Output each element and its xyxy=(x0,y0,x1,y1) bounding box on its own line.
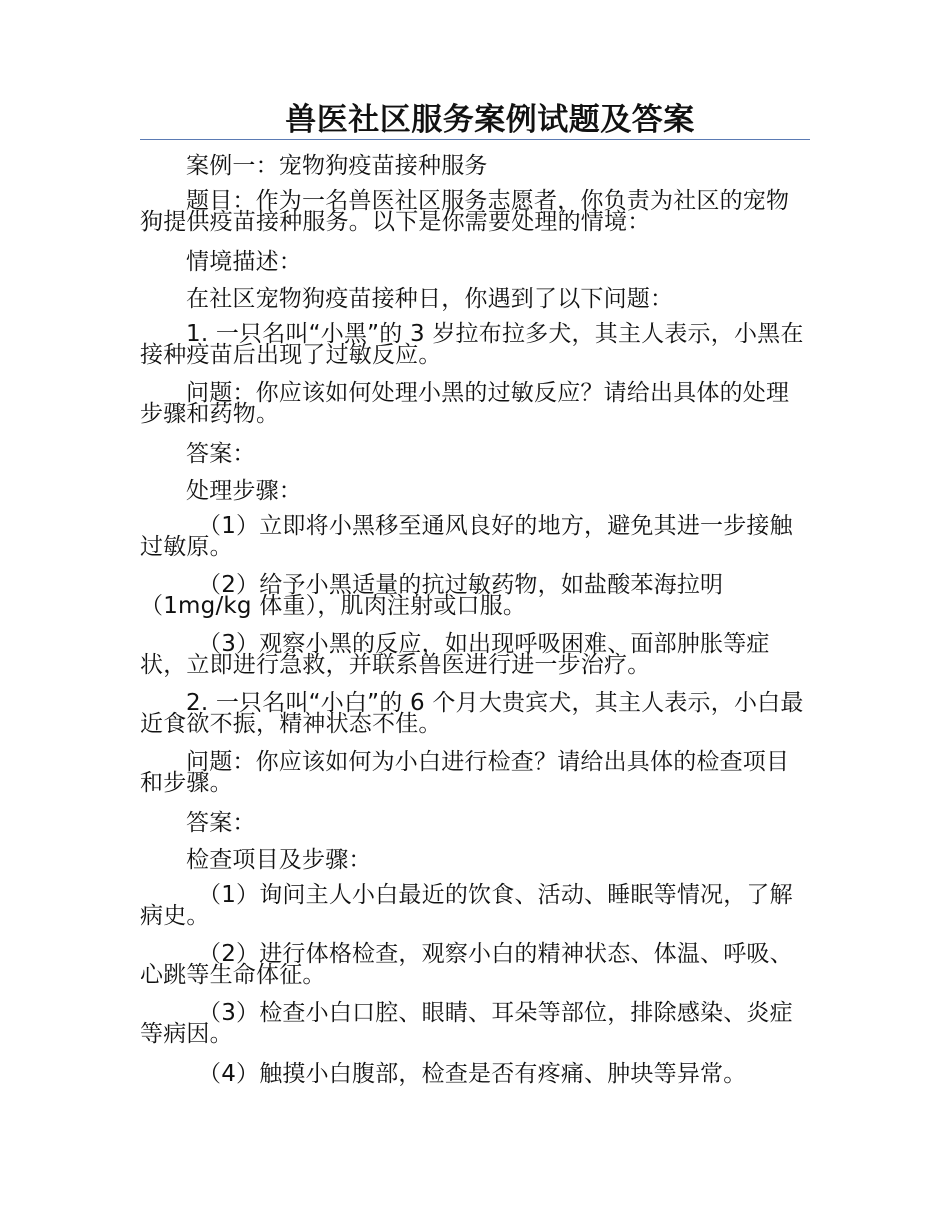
document-body xyxy=(140,154,810,1087)
case-heading: 案例一：宠物狗疫苗接种服务 xyxy=(186,153,488,179)
case-item-2: 2. 一只名叫“小白”的 6 个月大贵宾犬，其主人表示，小白最近食欲不振，精神状态不佳。 xyxy=(140,690,804,737)
document-page xyxy=(140,100,810,1099)
document-title: 兽医社区服务案例试题及答案 xyxy=(285,102,695,138)
question-2: 问题：你应该如何为小白进行检查？请给出具体的检查项目和步骤。 xyxy=(140,749,790,796)
scenario-label: 情境描述： xyxy=(186,249,302,275)
case-item-1: 1. 一只名叫“小黑”的 3 岁拉布拉多犬，其主人表示，小黑在接种疫苗后出现了过敏反应。 xyxy=(140,321,804,368)
step-item: （1）立即将小黑移至通风良好的地方，避免其进一步接触过敏原。 xyxy=(140,513,793,560)
exam-step-item: （2）进行体格检查，观察小白的精神状态、体温、呼吸、心跳等生命体征。 xyxy=(140,941,793,988)
question-1: 问题：你应该如何处理小黑的过敏反应？请给出具体的处理步骤和药物。 xyxy=(140,380,790,427)
scenario-paragraph: 在社区宠物狗疫苗接种日，你遇到了以下问题： xyxy=(186,286,674,312)
steps-label: 处理步骤： xyxy=(186,478,302,504)
exam-step-item: （4）触摸小白腹部，检查是否有疼痛、肿块等异常。 xyxy=(198,1061,747,1087)
step-item: （3）观察小黑的反应，如出现呼吸困难、面部肿胀等症状，立即进行急救，并联系兽医进行进一步治疗。 xyxy=(140,631,770,678)
step-item: （2）给予小黑适量的抗过敏药物，如盐酸苯海拉明（1mg/kg 体重），肌肉注射或口服。 xyxy=(140,572,724,619)
answer-label-2: 答案： xyxy=(186,810,256,836)
exam-step-item: （1）询问主人小白最近的饮食、活动、睡眠等情况，了解病史。 xyxy=(140,882,793,929)
question-intro-paragraph: 题目：作为一名兽医社区服务志愿者，你负责为社区的宠物狗提供疫苗接种服务。以下是你需要处理的情境： xyxy=(140,188,790,235)
exam-steps-label: 检查项目及步骤： xyxy=(186,847,372,873)
exam-step-item: （3）检查小白口腔、眼睛、耳朵等部位，排除感染、炎症等病因。 xyxy=(140,1000,793,1047)
answer-label-1: 答案： xyxy=(186,441,256,467)
